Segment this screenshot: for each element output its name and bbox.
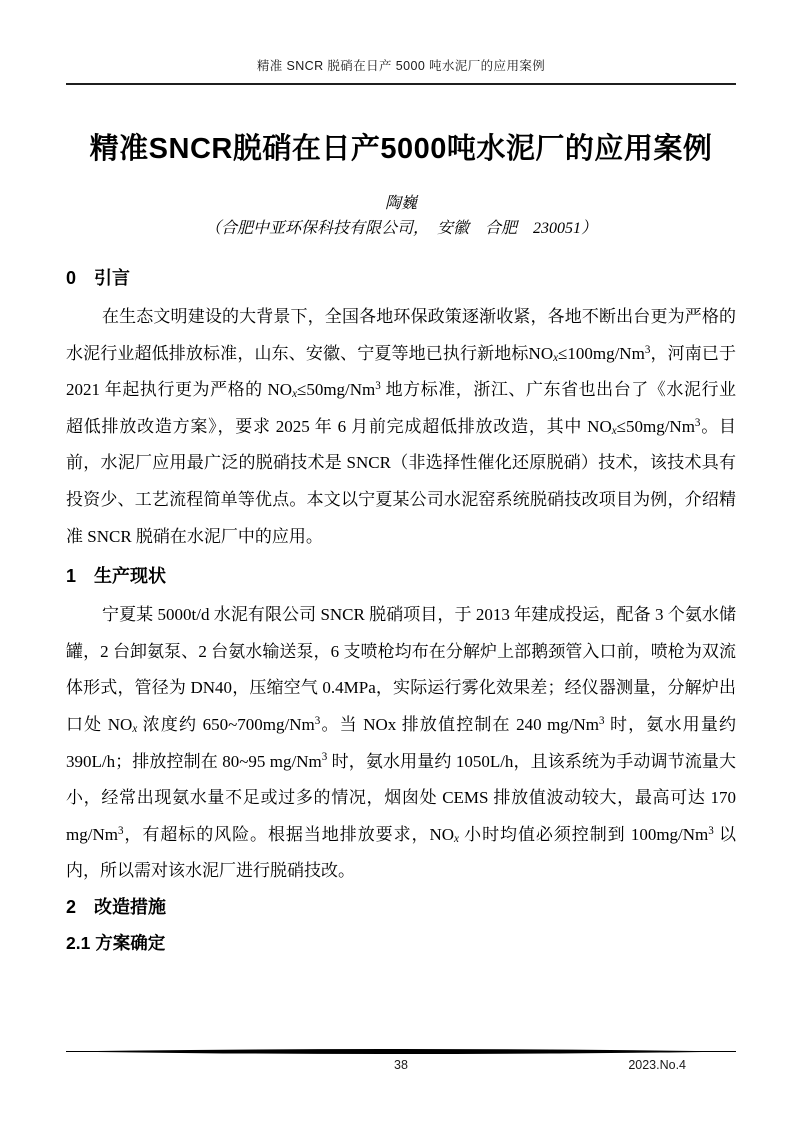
section-heading-2-1-plan-determination: 2.1 方案确定 [66, 932, 166, 953]
section-heading-2-renovation-measures: 2 改造措施 [66, 896, 167, 917]
page-header [0, 0, 793, 85]
page-footer [66, 1048, 736, 1074]
author-name: 陶巍 [384, 195, 417, 212]
paragraph-introduction: 在生态文明建设的大背景下，全国各地环保政策逐渐收紧，各地不断出台更为严格的水泥行业超低排放标准，山东、安徽、宁夏等地已执行新地标$NO_x\le 100mg/Nm^3$，河南已于 2021 年起执行更为严格的 $NO_x\le 50mg/Nm^3$ 地方标准，浙江、广东省也出台了《水泥行业超低排放改造方案》，要求 2025 年 6 月前完成超低排放改造，其中 $NO_x\le 50mg/Nm^3$。目前，水泥厂应用最广泛的脱硝技术是 SNCR（非选择性催化还原脱硝）技术，该技术具有投资少、工艺流程简单等优点。本文以宁夏某公司水泥窑系统脱硝技改项目为例，介绍精准 SNCR 脱硝在水泥厂中的应用。 [66, 307, 737, 546]
page-number: 38 [394, 1058, 408, 1072]
footer-rule [66, 1048, 736, 1055]
issue-label: 2023.No.4 [628, 1058, 686, 1072]
footer-row [66, 1056, 736, 1074]
article-title: 精准SNCR脱硝在日产5000吨水泥厂的应用案例 [89, 133, 713, 165]
paragraph-production-status: 宁夏某 5000t/d 水泥有限公司 SNCR 脱硝项目，于 2013 年建成投运，配备 3 个氨水储罐，2 台卸氨泵、2 台氨水输送泵，6 支喷枪均布在分解炉上部鹅颈管入口前，喷枪为双流体形式，管径为 DN40，压缩空气 0.4MPa，实际运行雾化效果差；经仪器测量，分解炉出口处 $NO_x$ 浓度约 650~700mg/Nm$^3$。当 NOx 排放值控制在 240 mg/Nm$^3$ 时，氨水用量约 390L/h；排放控制在 80~95 mg/Nm$^3$ 时，氨水用量约 1050L/h，且该系统为手动调节流量大小，经常出现氨水量不足或过多的情况，烟囱处 CEMS 排放值波动较大，最高可达 170 mg/Nm$^3$，有超标的风险。根据当地排放要求，$NO_x$ 小时均值必须控制到 100mg/Nm$^3$ 以内，所以需对该水泥厂进行脱硝技改。 [66, 605, 736, 881]
article-body [66, 129, 736, 958]
section-heading-0-introduction: 0 引言 [66, 268, 131, 288]
header-rule [66, 83, 736, 85]
author-affiliation: （合肥中亚环保科技有限公司， 安徽 合肥 230051） [204, 220, 597, 237]
running-header-title: 精准 SNCR 脱硝在日产 5000 吨水泥厂的应用案例 [256, 59, 546, 73]
section-heading-1-production-status: 1 生产现状 [66, 566, 167, 587]
